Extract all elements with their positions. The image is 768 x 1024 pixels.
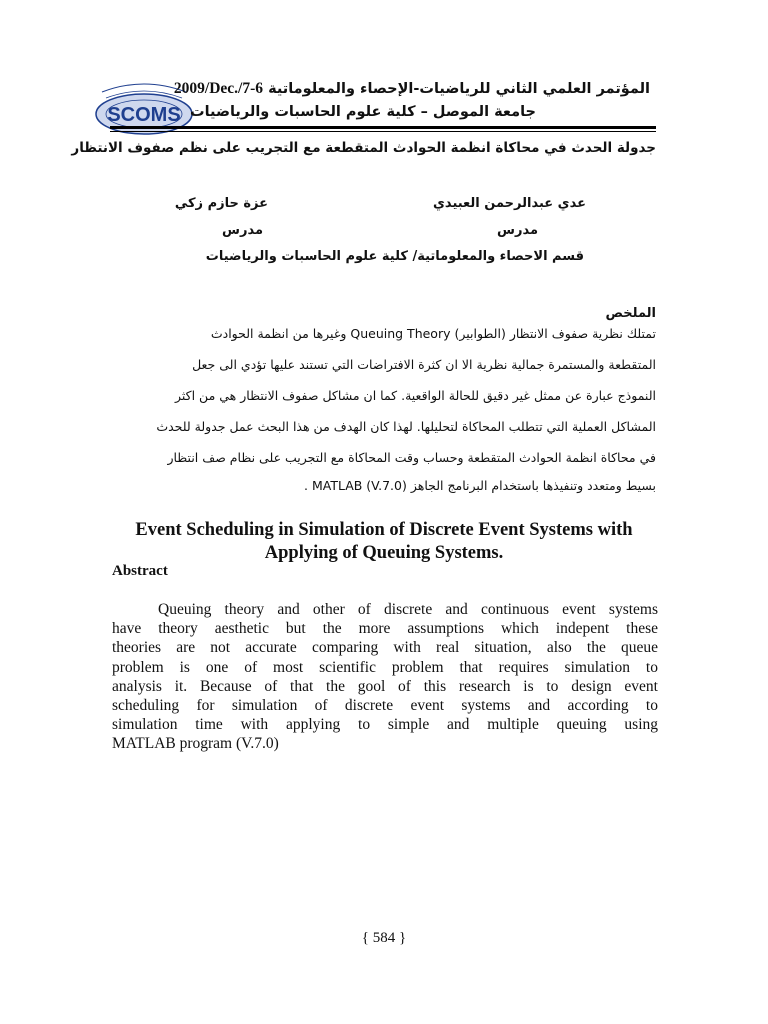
conference-name: المؤتمر العلمي الثاني للرياضيات-الإحصاء والمعلوماتية	[268, 81, 650, 97]
logo-wordmark: SCOMS	[107, 104, 181, 126]
abstract-english-body	[112, 600, 658, 754]
page-number: { 584 }	[361, 930, 407, 946]
department: قسم الاحصاء والمعلوماتية/ كلية علوم الحاسبات والرياضيات	[205, 249, 584, 264]
abstract-english-line: problem is one of most scientific problem that requires simulation to	[112, 658, 658, 676]
conference-date: 2009/Dec./7-6	[173, 80, 263, 97]
abstract-english-line: analysis it. Because of that the gool of this research is to design event	[112, 677, 658, 695]
abstract-english-line: simulation time with applying to simple and multiple queuing using	[112, 716, 658, 734]
abstract-arabic-line: بسيط ومتعدد وتنفيذها باستخدام البرنامج الجاهز MATLAB (V.7.0) .	[304, 478, 656, 493]
header-rule-thick	[110, 126, 656, 129]
author-2-name: عزة حازم زكي	[174, 196, 268, 211]
abstract-arabic-line: تمتلك نظرية صفوف الانتظار (الطوابير) Queuing Theory وغيرها من انظمة الحوادث	[210, 326, 656, 341]
author-2-role: مدرس	[222, 223, 263, 238]
author-1-name: عدي عبدالرحمن العبيدي	[433, 196, 586, 211]
title-english-line-2: Applying of Queuing Systems.	[264, 543, 504, 563]
abstract-english-heading: Abstract	[112, 563, 168, 579]
abstract-english-line: theories are not accurate comparing with real situation, also the queue	[112, 639, 658, 657]
conference-title	[173, 80, 650, 98]
abstract-arabic-line: المشاكل العملية التي تتطلب المحاكاة لتحليلها. لهذا كان الهدف من هذا البحث عمل جدولة للحدث	[156, 419, 656, 434]
abstract-arabic-heading: الملخص	[605, 306, 656, 321]
abstract-english-line: Queuing theory and other of discrete and continuous event systems	[158, 601, 658, 618]
abstract-english-line: have theory aesthetic but the more assumptions which indepent these	[112, 620, 658, 638]
abstract-arabic-line: النموذج عبارة عن ممثل غير دقيق للحالة الواقعية. كما ان مشاكل صفوف الانتظار هي من اكثر	[174, 388, 656, 403]
abstract-english-line: scheduling for simulation of discrete event systems and according to	[112, 697, 658, 715]
title-english-line-1: Event Scheduling in Simulation of Discrete Event Systems with	[135, 520, 633, 540]
university-line: جامعة الموصل – كلية علوم الحاسبات والرياضيات	[190, 104, 536, 120]
abstract-arabic-line: المتقطعة والمستمرة جمالية نظرية الا ان كثرة الافتراضات التي تستند عليها تؤدي الى جعل	[192, 357, 656, 372]
abstract-english-line: MATLAB program (V.7.0)	[112, 735, 279, 753]
abstract-arabic-line: في محاكاة انظمة الحوادث المتقطعة وحساب وقت المحاكاة مع التجريب على نظام صف انتظار	[167, 450, 656, 465]
header-rule-thin	[110, 131, 656, 132]
paper-title-english	[110, 519, 658, 565]
paper-title-arabic: جدولة الحدث في محاكاة انظمة الحوادث المتقطعة مع التجريب على نظم صفوف الانتظار	[71, 140, 656, 156]
author-1-role: مدرس	[497, 223, 538, 238]
